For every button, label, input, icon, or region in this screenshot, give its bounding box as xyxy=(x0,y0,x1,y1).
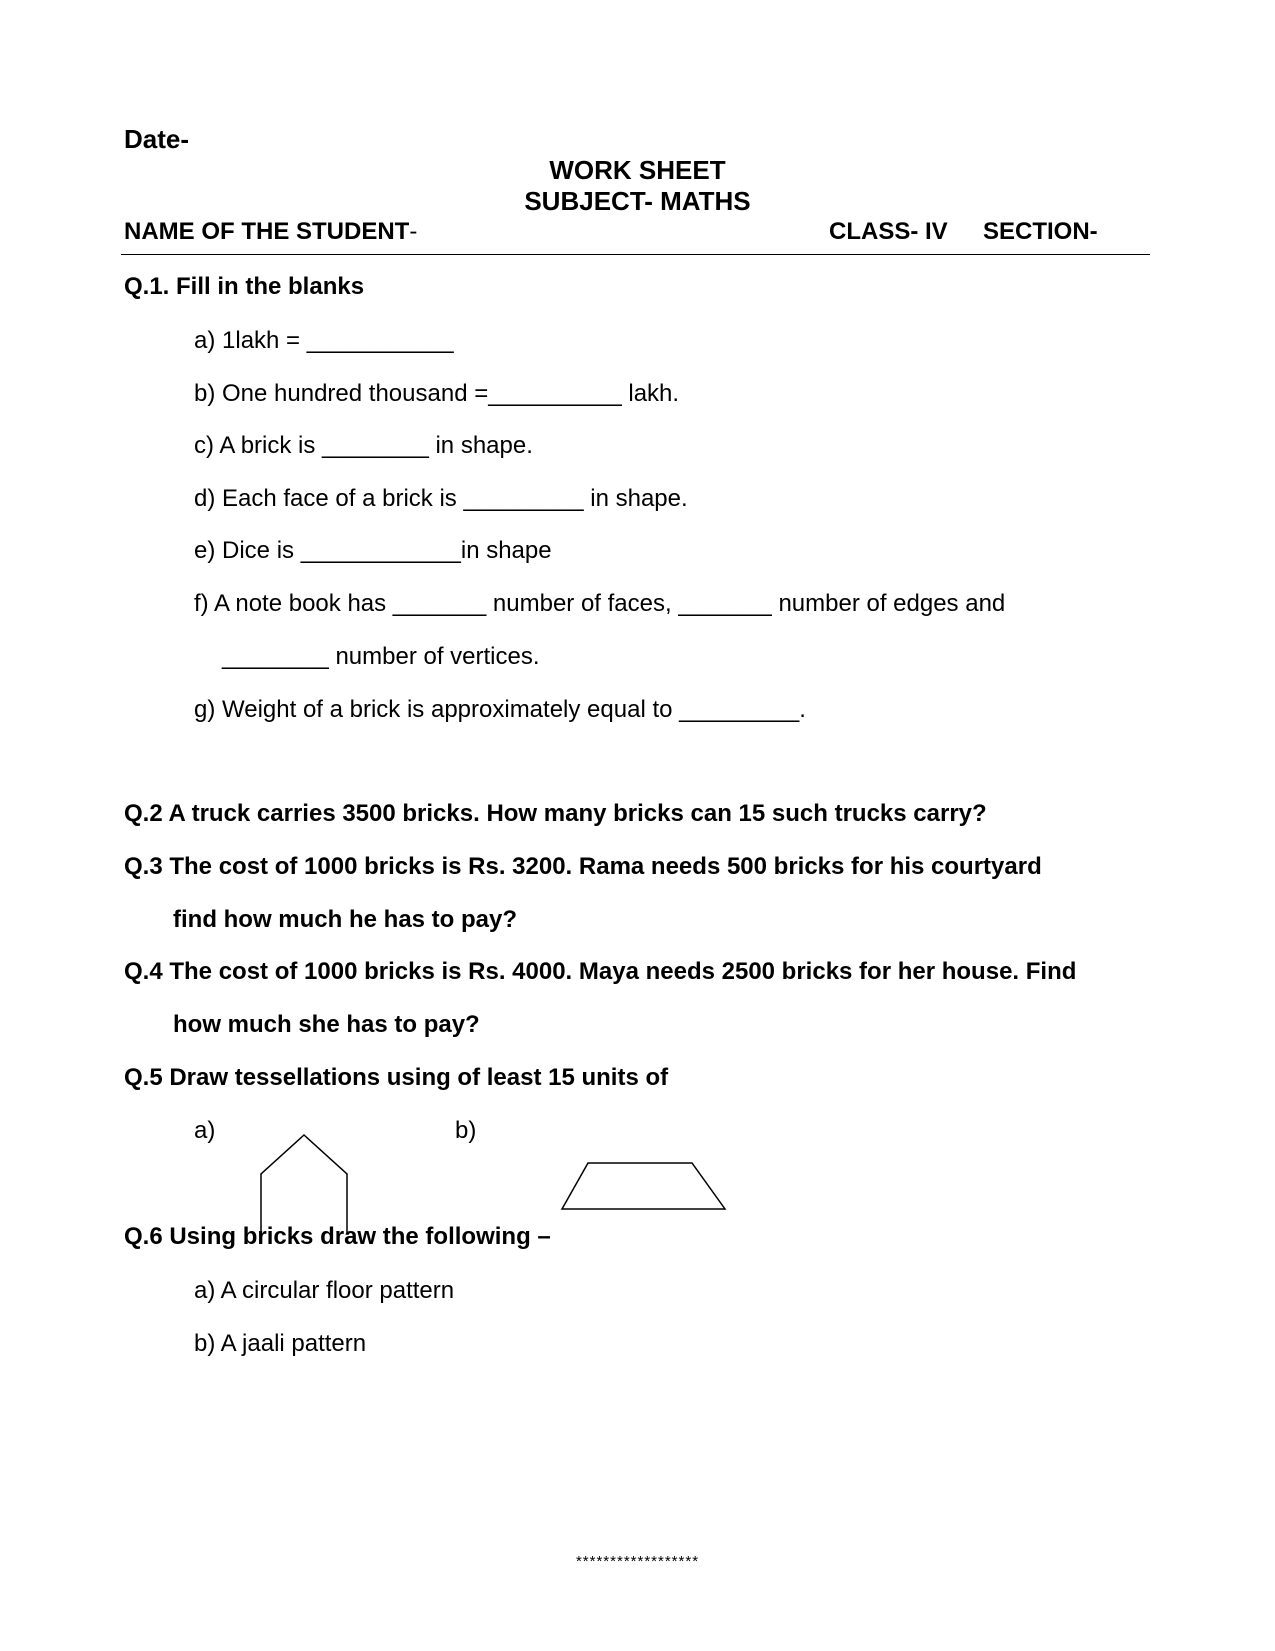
worksheet-title: WORK SHEET xyxy=(549,155,726,185)
header-divider xyxy=(121,254,1150,255)
q1-item-g: g) Weight of a brick is approximately equal to _________. xyxy=(194,696,806,723)
q1-item-f-continued: ________ number of vertices. xyxy=(222,643,540,670)
q5-label-a: a) xyxy=(194,1117,216,1144)
trapezium-shape xyxy=(560,1161,730,1211)
student-name-field xyxy=(124,218,417,246)
footer-stars: ****************** xyxy=(575,1553,700,1570)
q6-text: Q.6 Using bricks draw the following – xyxy=(124,1223,551,1250)
q1-item-b: b) One hundred thousand =__________ lakh. xyxy=(194,380,680,407)
class-label: CLASS- IV xyxy=(829,218,948,245)
q6-item-b: b) A jaali pattern xyxy=(194,1330,367,1357)
date-label: Date- xyxy=(124,124,190,154)
q1-item-c: c) A brick is ________ in shape. xyxy=(194,432,533,459)
q1-item-d: d) Each face of a brick is _________ in shape. xyxy=(194,485,688,512)
pentagon-house-shape xyxy=(258,1131,350,1235)
section-label: SECTION- xyxy=(983,218,1098,245)
q2-text: Q.2 A truck carries 3500 bricks. How many bricks can 15 such trucks carry? xyxy=(124,800,987,827)
q1-item-e: e) Dice is ____________in shape xyxy=(194,537,552,564)
q1-item-f: f) A note book has _______ number of faces, _______ number of edges and xyxy=(194,590,1006,617)
q3-line2: find how much he has to pay? xyxy=(173,906,518,933)
q4-line1: Q.4 The cost of 1000 bricks is Rs. 4000. Maya needs 2500 bricks for her house. Find xyxy=(124,958,1077,985)
q5-text: Q.5 Draw tessellations using of least 15 units of xyxy=(124,1064,669,1091)
student-name-dash: - xyxy=(409,218,418,245)
q3-line1: Q.3 The cost of 1000 bricks is Rs. 3200. Rama needs 500 bricks for his courtyard xyxy=(124,853,1042,880)
q5-label-b: b) xyxy=(455,1117,477,1144)
student-name-label: NAME OF THE STUDENT xyxy=(124,218,410,245)
subject-title: SUBJECT- MATHS xyxy=(524,186,751,216)
q1-title: Q.1. Fill in the blanks xyxy=(124,273,365,300)
q6-item-a: a) A circular floor pattern xyxy=(194,1277,455,1304)
q1-item-a: a) 1lakh = ___________ xyxy=(194,327,454,354)
q4-line2: how much she has to pay? xyxy=(173,1011,480,1038)
